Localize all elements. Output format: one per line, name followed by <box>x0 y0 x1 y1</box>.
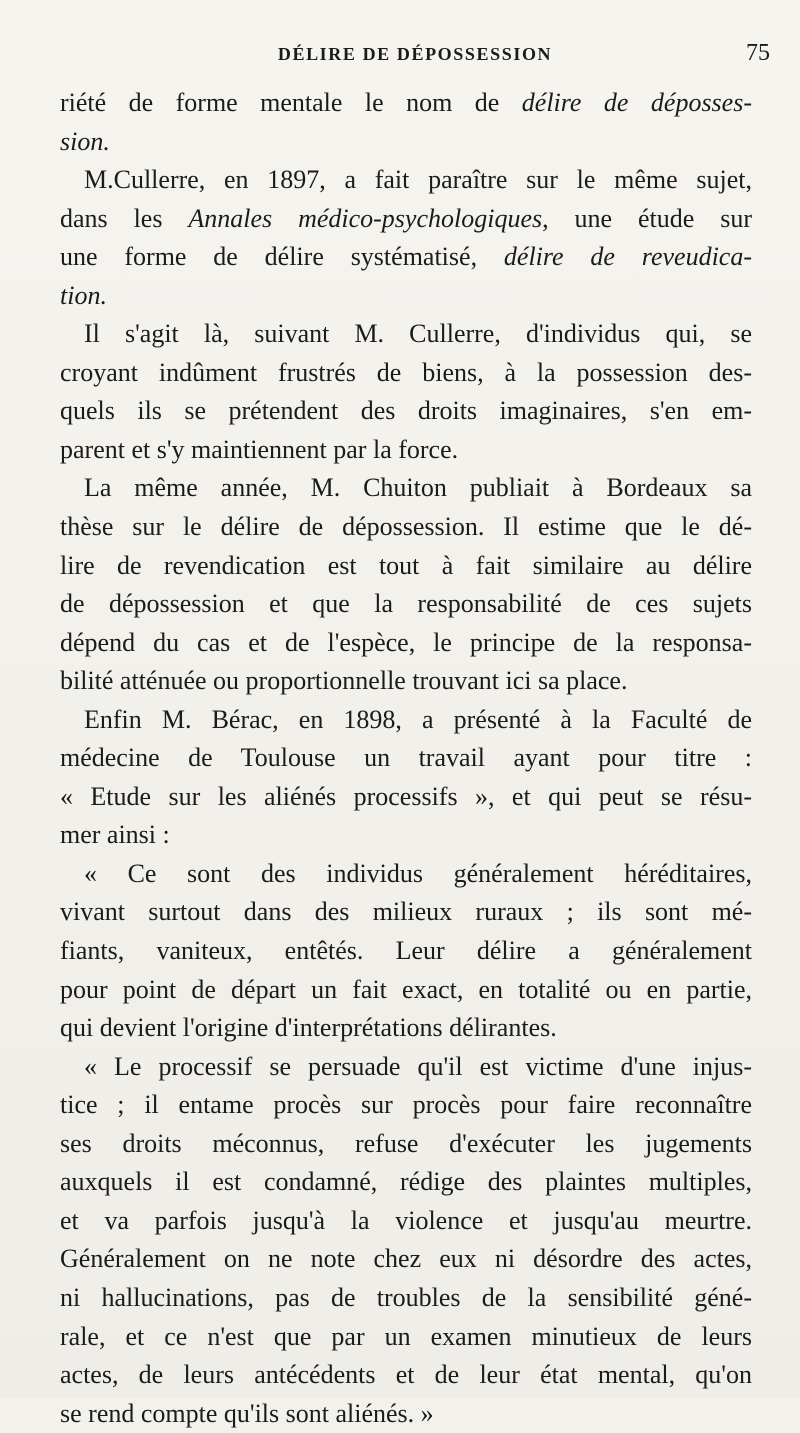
italic-term: tion. <box>60 280 107 310</box>
text-line <box>60 624 752 663</box>
text-segment: médecine de Toulouse un travail ayant pour titre : <box>60 743 752 773</box>
text-segment: dépend du cas et de l'espèce, le principe de la responsa- <box>60 627 752 657</box>
text-segment: de dépossession et que la responsabilité de ces sujets <box>60 589 752 619</box>
text-segment: thèse sur le délire de dépossession. Il estime que le dé- <box>60 512 752 542</box>
text-line <box>60 662 752 701</box>
text-line <box>60 392 752 431</box>
text-segment: une forme de délire systématisé, <box>60 242 504 272</box>
text-segment: dans les <box>60 203 189 233</box>
italic-term: sion. <box>60 126 110 156</box>
text-line <box>60 739 752 778</box>
text-line <box>60 277 752 316</box>
text-segment: « Le processif se persuade qu'il est victime d'une injus- <box>84 1051 752 1081</box>
text-line <box>60 1279 752 1318</box>
text-line <box>60 932 752 971</box>
text-line <box>60 816 752 855</box>
text-segment: qui devient l'origine d'interprétations délirantes. <box>60 1013 557 1043</box>
text-segment: tice ; il entame procès sur procès pour faire reconnaître <box>60 1090 752 1120</box>
text-segment: Enfin M. Bérac, en 1898, a présenté à la Faculté de <box>84 704 752 734</box>
text-segment: parent et s'y maintiennent par la force. <box>60 434 459 464</box>
text-line <box>60 1163 752 1202</box>
text-segment: ses droits méconnus, refuse d'exécuter les jugements <box>60 1128 752 1158</box>
text-line <box>60 354 752 393</box>
text-segment: riété de forme mentale le nom de <box>60 88 522 117</box>
text-segment: pour point de départ un fait exact, en totalité ou en partie, <box>60 974 752 1004</box>
text-segment: Généralement on ne note chez eux ni désordre des actes, <box>60 1244 752 1274</box>
text-line <box>60 84 752 123</box>
page-header <box>60 40 770 74</box>
text-line <box>60 1356 752 1395</box>
text-line <box>60 238 752 277</box>
text-line <box>60 200 752 239</box>
text-segment: , une étude sur <box>542 203 753 233</box>
text-line <box>60 431 752 470</box>
text-line <box>60 315 752 354</box>
text-line <box>60 161 752 200</box>
text-segment: vivant surtout dans des milieux ruraux ; ils sont mé- <box>60 897 752 927</box>
text-line <box>60 1318 752 1357</box>
text-line <box>60 893 752 932</box>
text-segment: se rend compte qu'ils sont aliénés. » <box>60 1398 434 1428</box>
text-segment: « Etude sur les aliénés processifs », et qui peut se résu- <box>60 781 752 811</box>
text-segment: croyant indûment frustrés de biens, à la possession des- <box>60 357 752 387</box>
text-line <box>60 701 752 740</box>
text-segment: quels ils se prétendent des droits imaginaires, s'en em- <box>60 396 752 426</box>
text-line <box>60 855 752 894</box>
text-line <box>60 469 752 508</box>
text-line <box>60 585 752 624</box>
text-line <box>60 1240 752 1279</box>
text-line <box>60 547 752 586</box>
text-segment: auxquels il est condamné, rédige des plaintes multiples, <box>60 1167 752 1197</box>
text-segment: bilité atténuée ou proportionnelle trouvant ici sa place. <box>60 666 628 696</box>
text-line <box>60 1125 752 1164</box>
text-segment: rale, et ce n'est que par un examen minutieux de leurs <box>60 1321 752 1351</box>
body-text <box>60 84 752 1433</box>
text-line <box>60 1009 752 1048</box>
text-segment: actes, de leurs antécédents et de leur état mental, qu'on <box>60 1360 752 1390</box>
text-segment: lire de revendication est tout à fait similaire au délire <box>60 550 752 580</box>
text-line <box>60 778 752 817</box>
text-segment: ni hallucinations, pas de troubles de la sensibilité géné- <box>60 1282 752 1312</box>
text-line <box>60 971 752 1010</box>
text-line <box>60 123 752 162</box>
text-segment: fiants, vaniteux, entêtés. Leur délire a généralement <box>60 936 752 966</box>
text-line <box>60 508 752 547</box>
italic-term: délire de déposses- <box>521 88 752 117</box>
text-segment: La même année, M. Chuiton publiait à Bordeaux sa <box>84 473 752 503</box>
text-line <box>60 1048 752 1087</box>
text-line <box>60 1395 752 1433</box>
text-segment: M.Cullerre, en 1897, a fait paraître sur le même sujet, <box>84 165 752 195</box>
text-segment: Il s'agit là, suivant M. Cullerre, d'individus qui, se <box>84 319 752 349</box>
running-title: DÉLIRE DE DÉPOSSESSION <box>277 44 553 64</box>
text-segment: mer ainsi : <box>60 820 170 850</box>
italic-title: Annales médico-psychologiques <box>188 203 543 233</box>
text-segment: et va parfois jusqu'à la violence et jusqu'au meurtre. <box>60 1205 752 1235</box>
text-line <box>60 1086 752 1125</box>
text-segment: « Ce sont des individus généralement héréditaires, <box>84 858 752 888</box>
text-line <box>60 1202 752 1241</box>
page-number: 75 <box>746 40 770 66</box>
italic-term: délire de reveudica- <box>503 242 752 272</box>
